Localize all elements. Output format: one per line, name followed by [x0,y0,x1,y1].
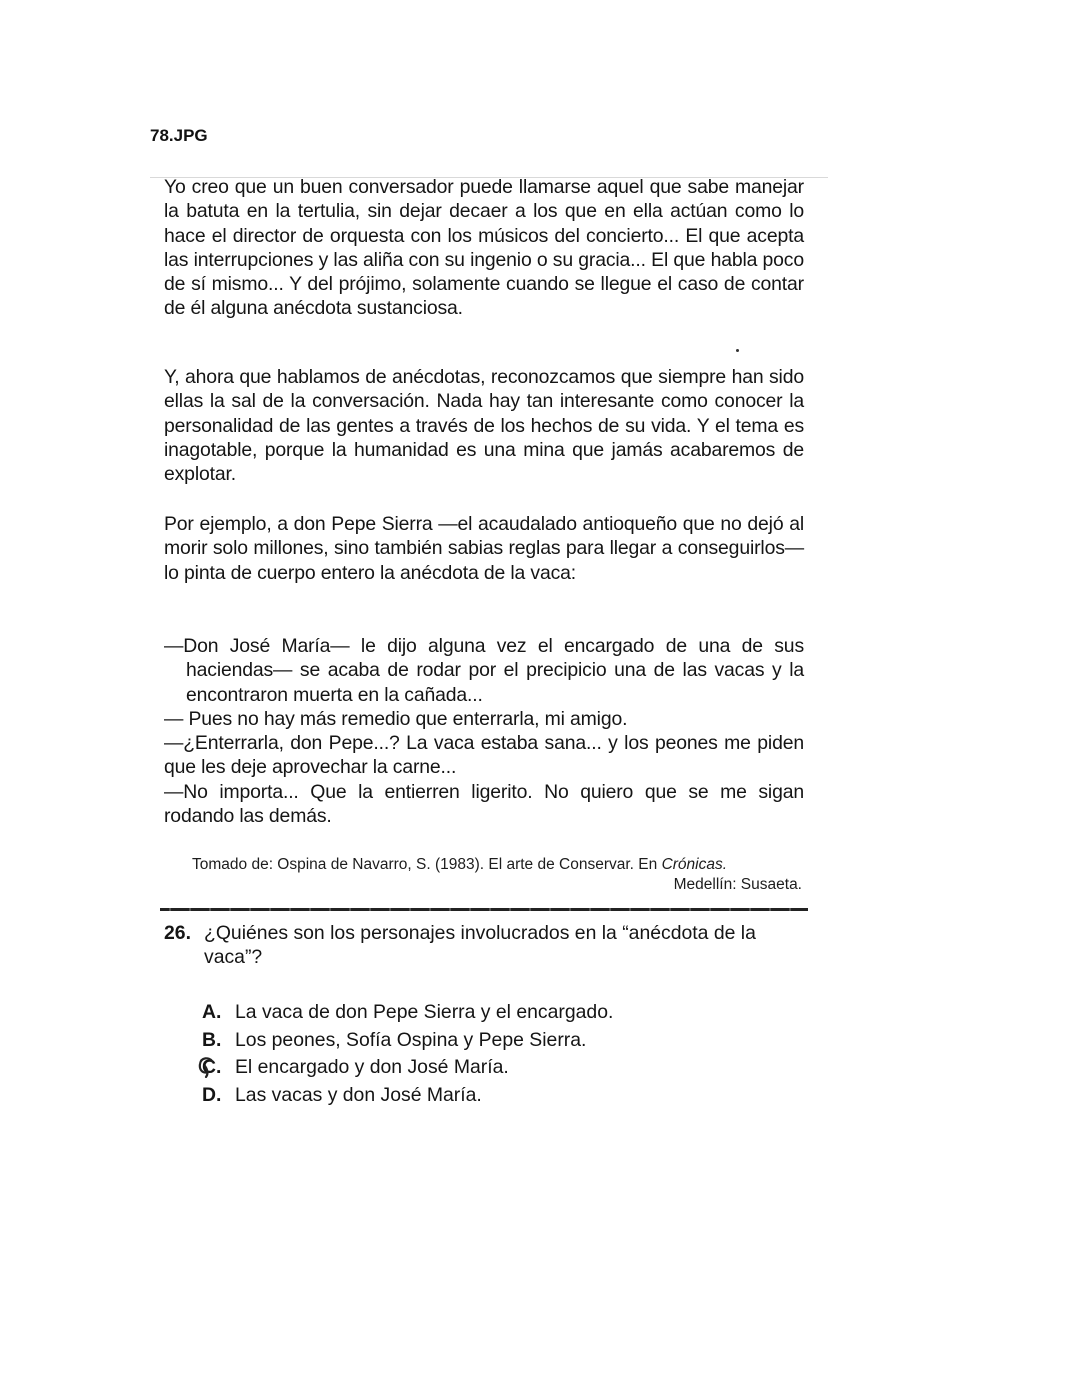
dialogue-line: —No importa... Que la entierren ligerito. No quiero que se me sigan rodando las demás. [164,780,804,828]
dialogue-line: —Don José María— le dijo alguna vez el encargado de una de sus haciendas— se acaba de rodar por el precipicio una de las vacas y la encontraron muerta en la cañada... [164,635,804,706]
paragraph-text: Yo creo que un buen conversador puede llamarse aquel que sabe manejar la batuta en la tertulia, sin dejar decaer a los que en ella actúan como lo hace el director de orquesta con los músicos del concierto... El que acepta las interrupciones y las aliña con su ingenio o su gracia... El que habla poco de sí mismo... Y del prójimo, solamente cuando se llegue el caso de contar de él alguna anécdota sustanciosa. [164,176,804,320]
option-text: Las vacas y don José María. [235,1083,482,1106]
file-name-label: 78.JPG [150,126,208,145]
passage-paragraph-1 [164,175,804,321]
option-letter-marked [202,1054,235,1082]
option-text: Los peones, Sofía Ospina y Pepe Sierra. [235,1028,587,1051]
dialogue-block [164,634,804,828]
question-number: 26. [164,922,191,944]
citation-prefix: Tomado de: Ospina de Navarro, S. (1983). El arte de Conservar. En [192,856,662,873]
scanned-page [150,165,830,1125]
paragraph-text: Por ejemplo, a don Pepe Sierra —el acaudalado antioqueño que no dejó al morir solo millones, sino también sabias reglas para llegar a conseguirlos— lo pinta de cuerpo entero la anécdota de la vaca: [164,513,804,584]
option-text: La vaca de don Pepe Sierra y el encargado. [235,1001,614,1023]
dialogue-line: — Pues no hay más remedio que enterrarla, mi amigo. [164,707,628,730]
paragraph-text: Y, ahora que hablamos de anécdotas, reconozcamos que siempre han sido ellas la sal de la conversación. Nada hay tan interesante como conocer la personalidad de las gentes a través de los hechos de su vida. Y el tema es inagotable, porque la humanidad es una mina que jamás acabaremos de explotar. [164,366,804,486]
answer-options [202,999,762,1109]
passage-paragraph-2 [164,365,804,486]
option-d[interactable] [202,1082,762,1110]
option-letter: C. [202,1056,222,1078]
option-letter: A. [202,1001,222,1023]
question-text: ¿Quiénes son los personajes involucrados en la “anécdota de la vaca”? [204,922,756,969]
handwritten-mark-icon [197,1056,216,1078]
dialogue-line: —¿Enterrarla, don Pepe...? La vaca estaba sana... y los peones me piden que les deje aprovechar la carne... [164,732,804,779]
source-citation [192,855,802,895]
option-letter: D. [202,1083,222,1106]
option-a[interactable] [202,999,762,1027]
section-divider [160,908,808,911]
option-letter: B. [202,1028,222,1051]
citation-publisher: Medellín: Susaeta. [673,876,802,893]
scan-speck [736,349,739,352]
question-26 [164,921,804,970]
option-text: El encargado y don José María. [235,1056,509,1078]
option-b[interactable] [202,1027,762,1055]
citation-work: Crónicas. [661,856,728,873]
passage-paragraph-3 [164,512,804,585]
citation-line-1 [192,855,802,875]
option-c[interactable] [202,1054,762,1082]
